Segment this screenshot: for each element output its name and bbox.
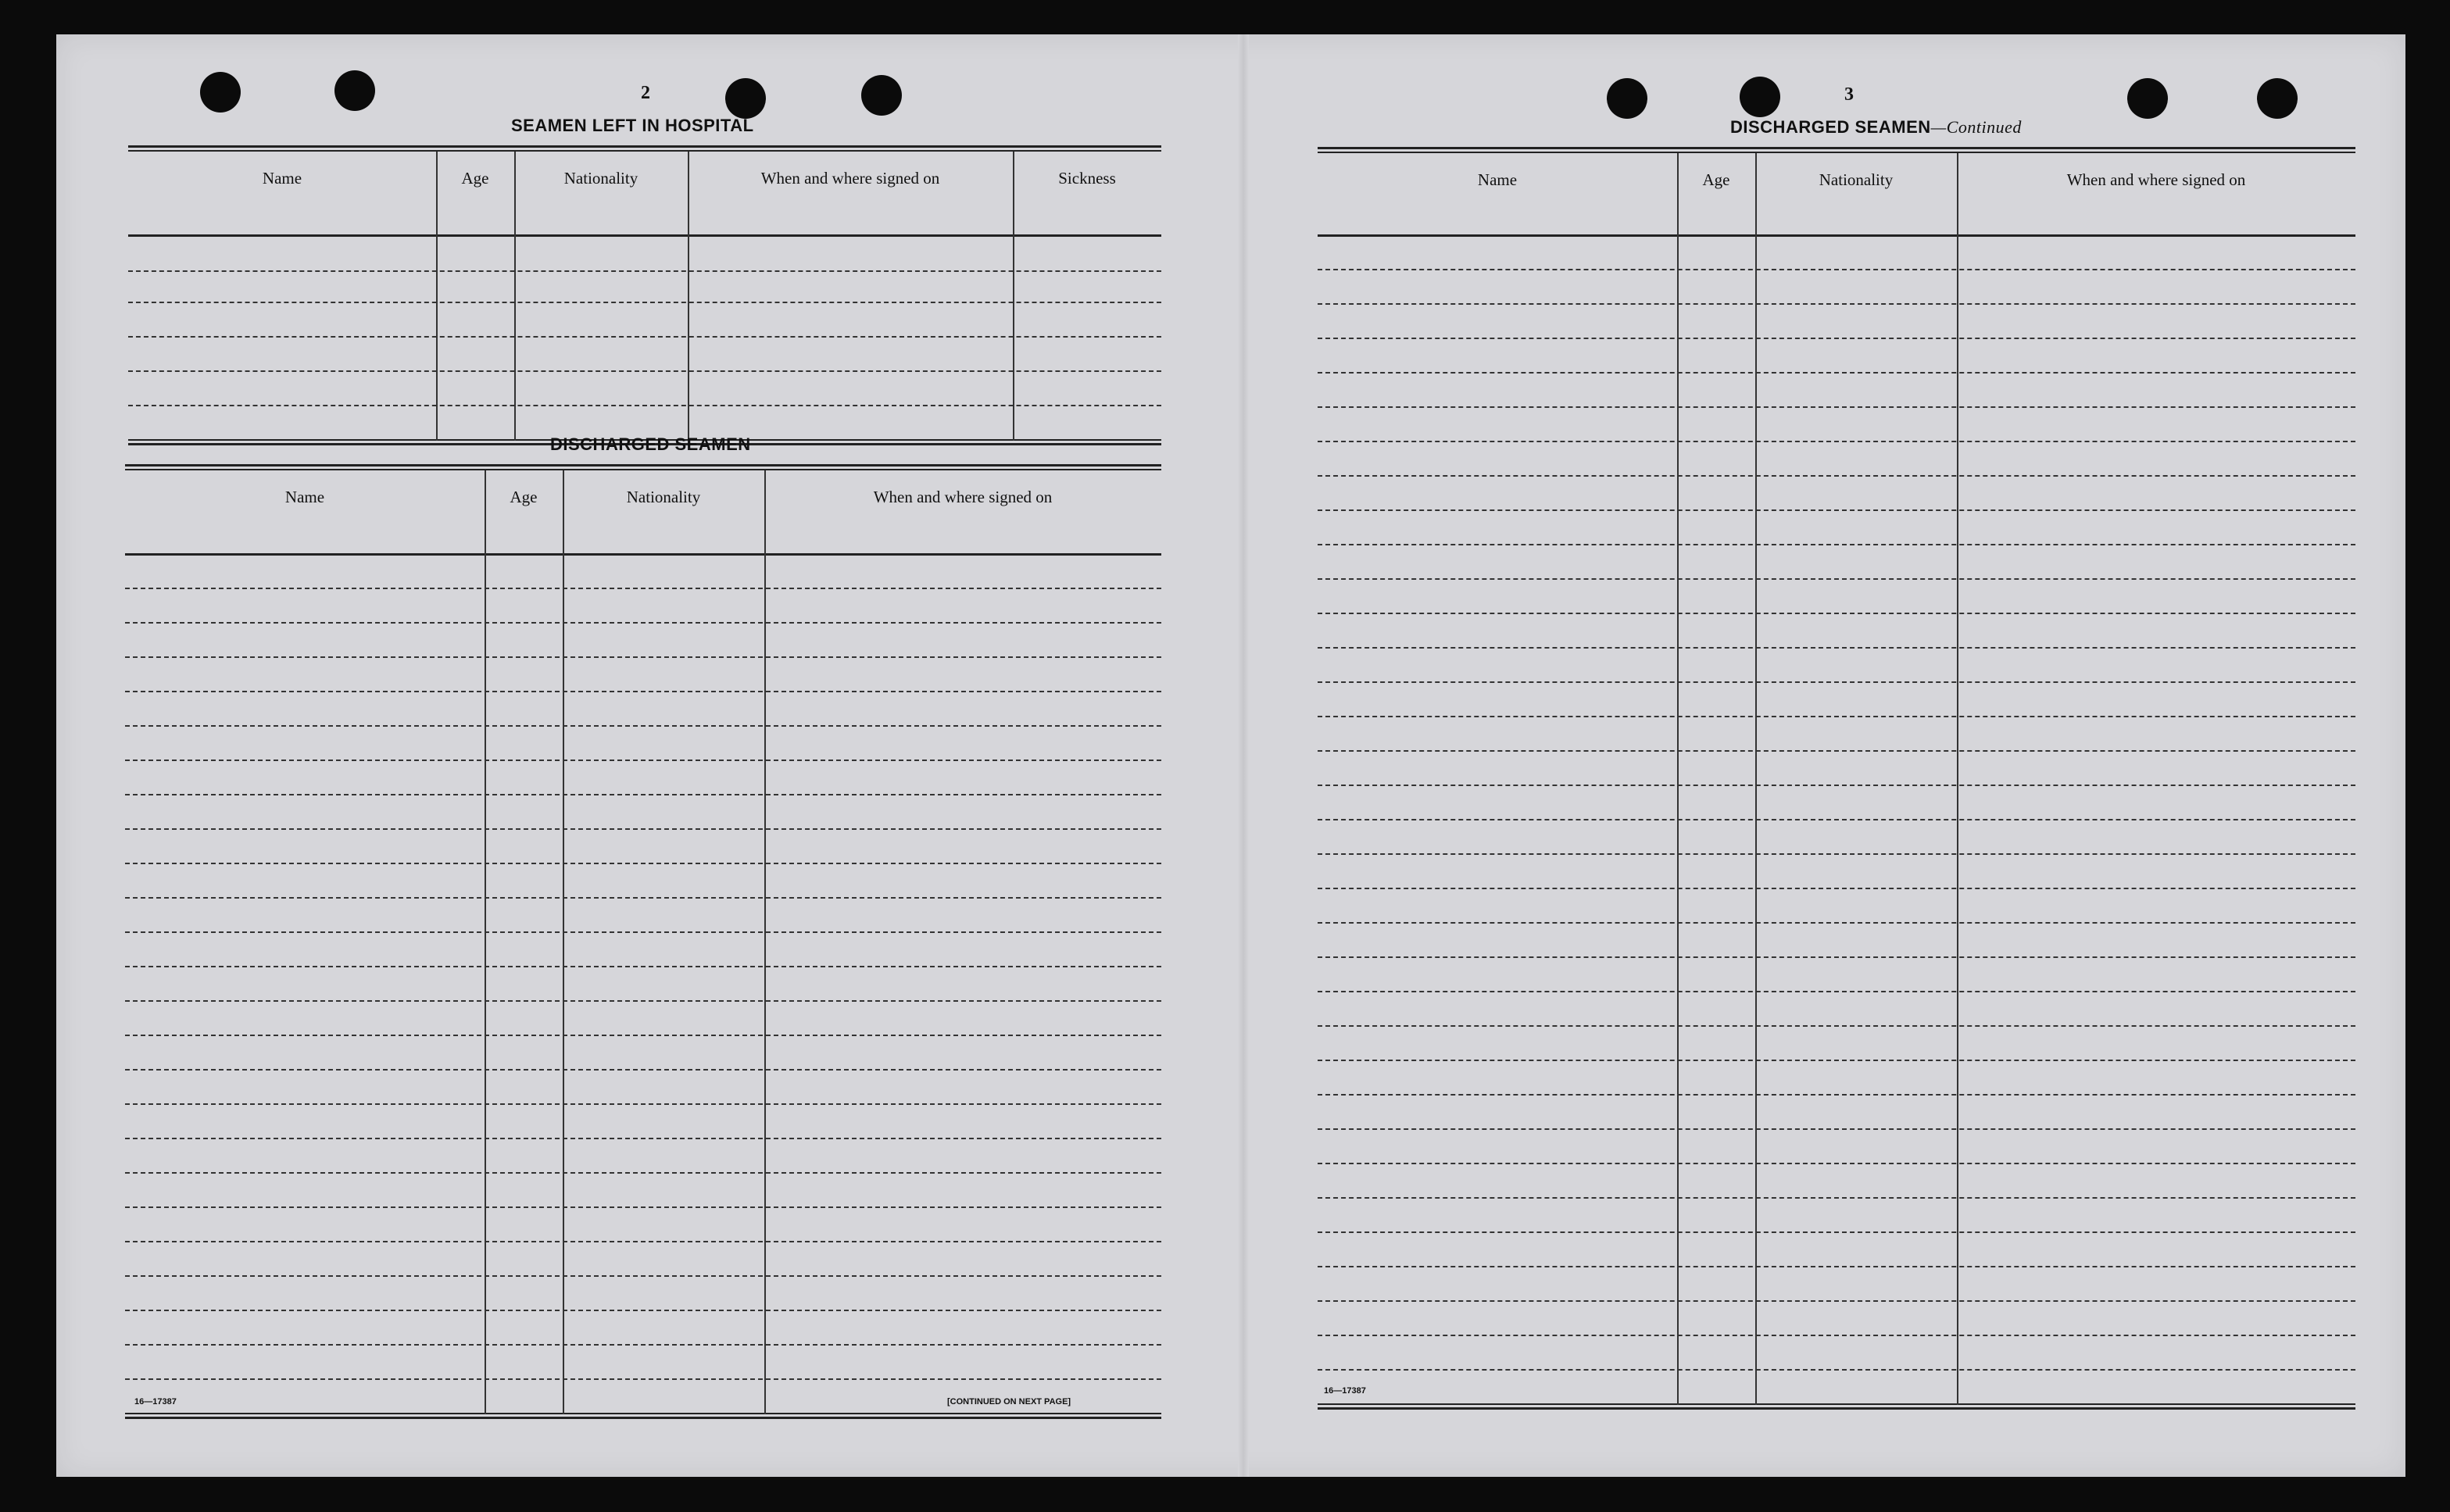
column-header-nationality: Nationality xyxy=(626,488,701,506)
left-page xyxy=(56,34,1238,1477)
column-header-signed-on: When and where signed on xyxy=(2066,170,2246,189)
section-title-suffix: —Continued xyxy=(1930,117,2022,137)
column-header-signed-on: When and where signed on xyxy=(760,169,940,188)
discharged-table xyxy=(125,464,1161,1438)
hospital-section-title: SEAMEN LEFT IN HOSPITAL xyxy=(511,116,754,135)
form-number: 16—17387 xyxy=(134,1397,177,1407)
column-header-age: Age xyxy=(1702,170,1730,189)
discharged-continued-table xyxy=(1318,147,2355,1425)
form-number: 16—17387 xyxy=(1324,1386,1366,1396)
document-spread xyxy=(56,34,2405,1477)
column-header-name: Name xyxy=(1477,170,1518,189)
hospital-table xyxy=(128,145,1161,450)
page-number: 2 xyxy=(641,83,650,103)
column-header-name: Name xyxy=(284,488,325,506)
discharged-section-title: DISCHARGED SEAMEN xyxy=(550,434,751,454)
column-header-age: Age xyxy=(510,488,538,506)
page-fold xyxy=(1238,34,1249,1477)
column-header-name: Name xyxy=(262,169,302,188)
column-header-nationality: Nationality xyxy=(1819,170,1894,189)
right-page xyxy=(1249,34,2405,1477)
column-header-nationality: Nationality xyxy=(563,169,638,188)
continued-note: [CONTINUED ON NEXT PAGE] xyxy=(947,1397,1071,1407)
page-number: 3 xyxy=(1844,84,1854,105)
section-title-main: DISCHARGED SEAMEN xyxy=(1730,117,1931,137)
column-header-sickness: Sickness xyxy=(1058,169,1116,188)
discharged-continued-title xyxy=(1730,117,2022,138)
column-header-signed-on: When and where signed on xyxy=(873,488,1053,506)
column-header-age: Age xyxy=(461,169,489,188)
